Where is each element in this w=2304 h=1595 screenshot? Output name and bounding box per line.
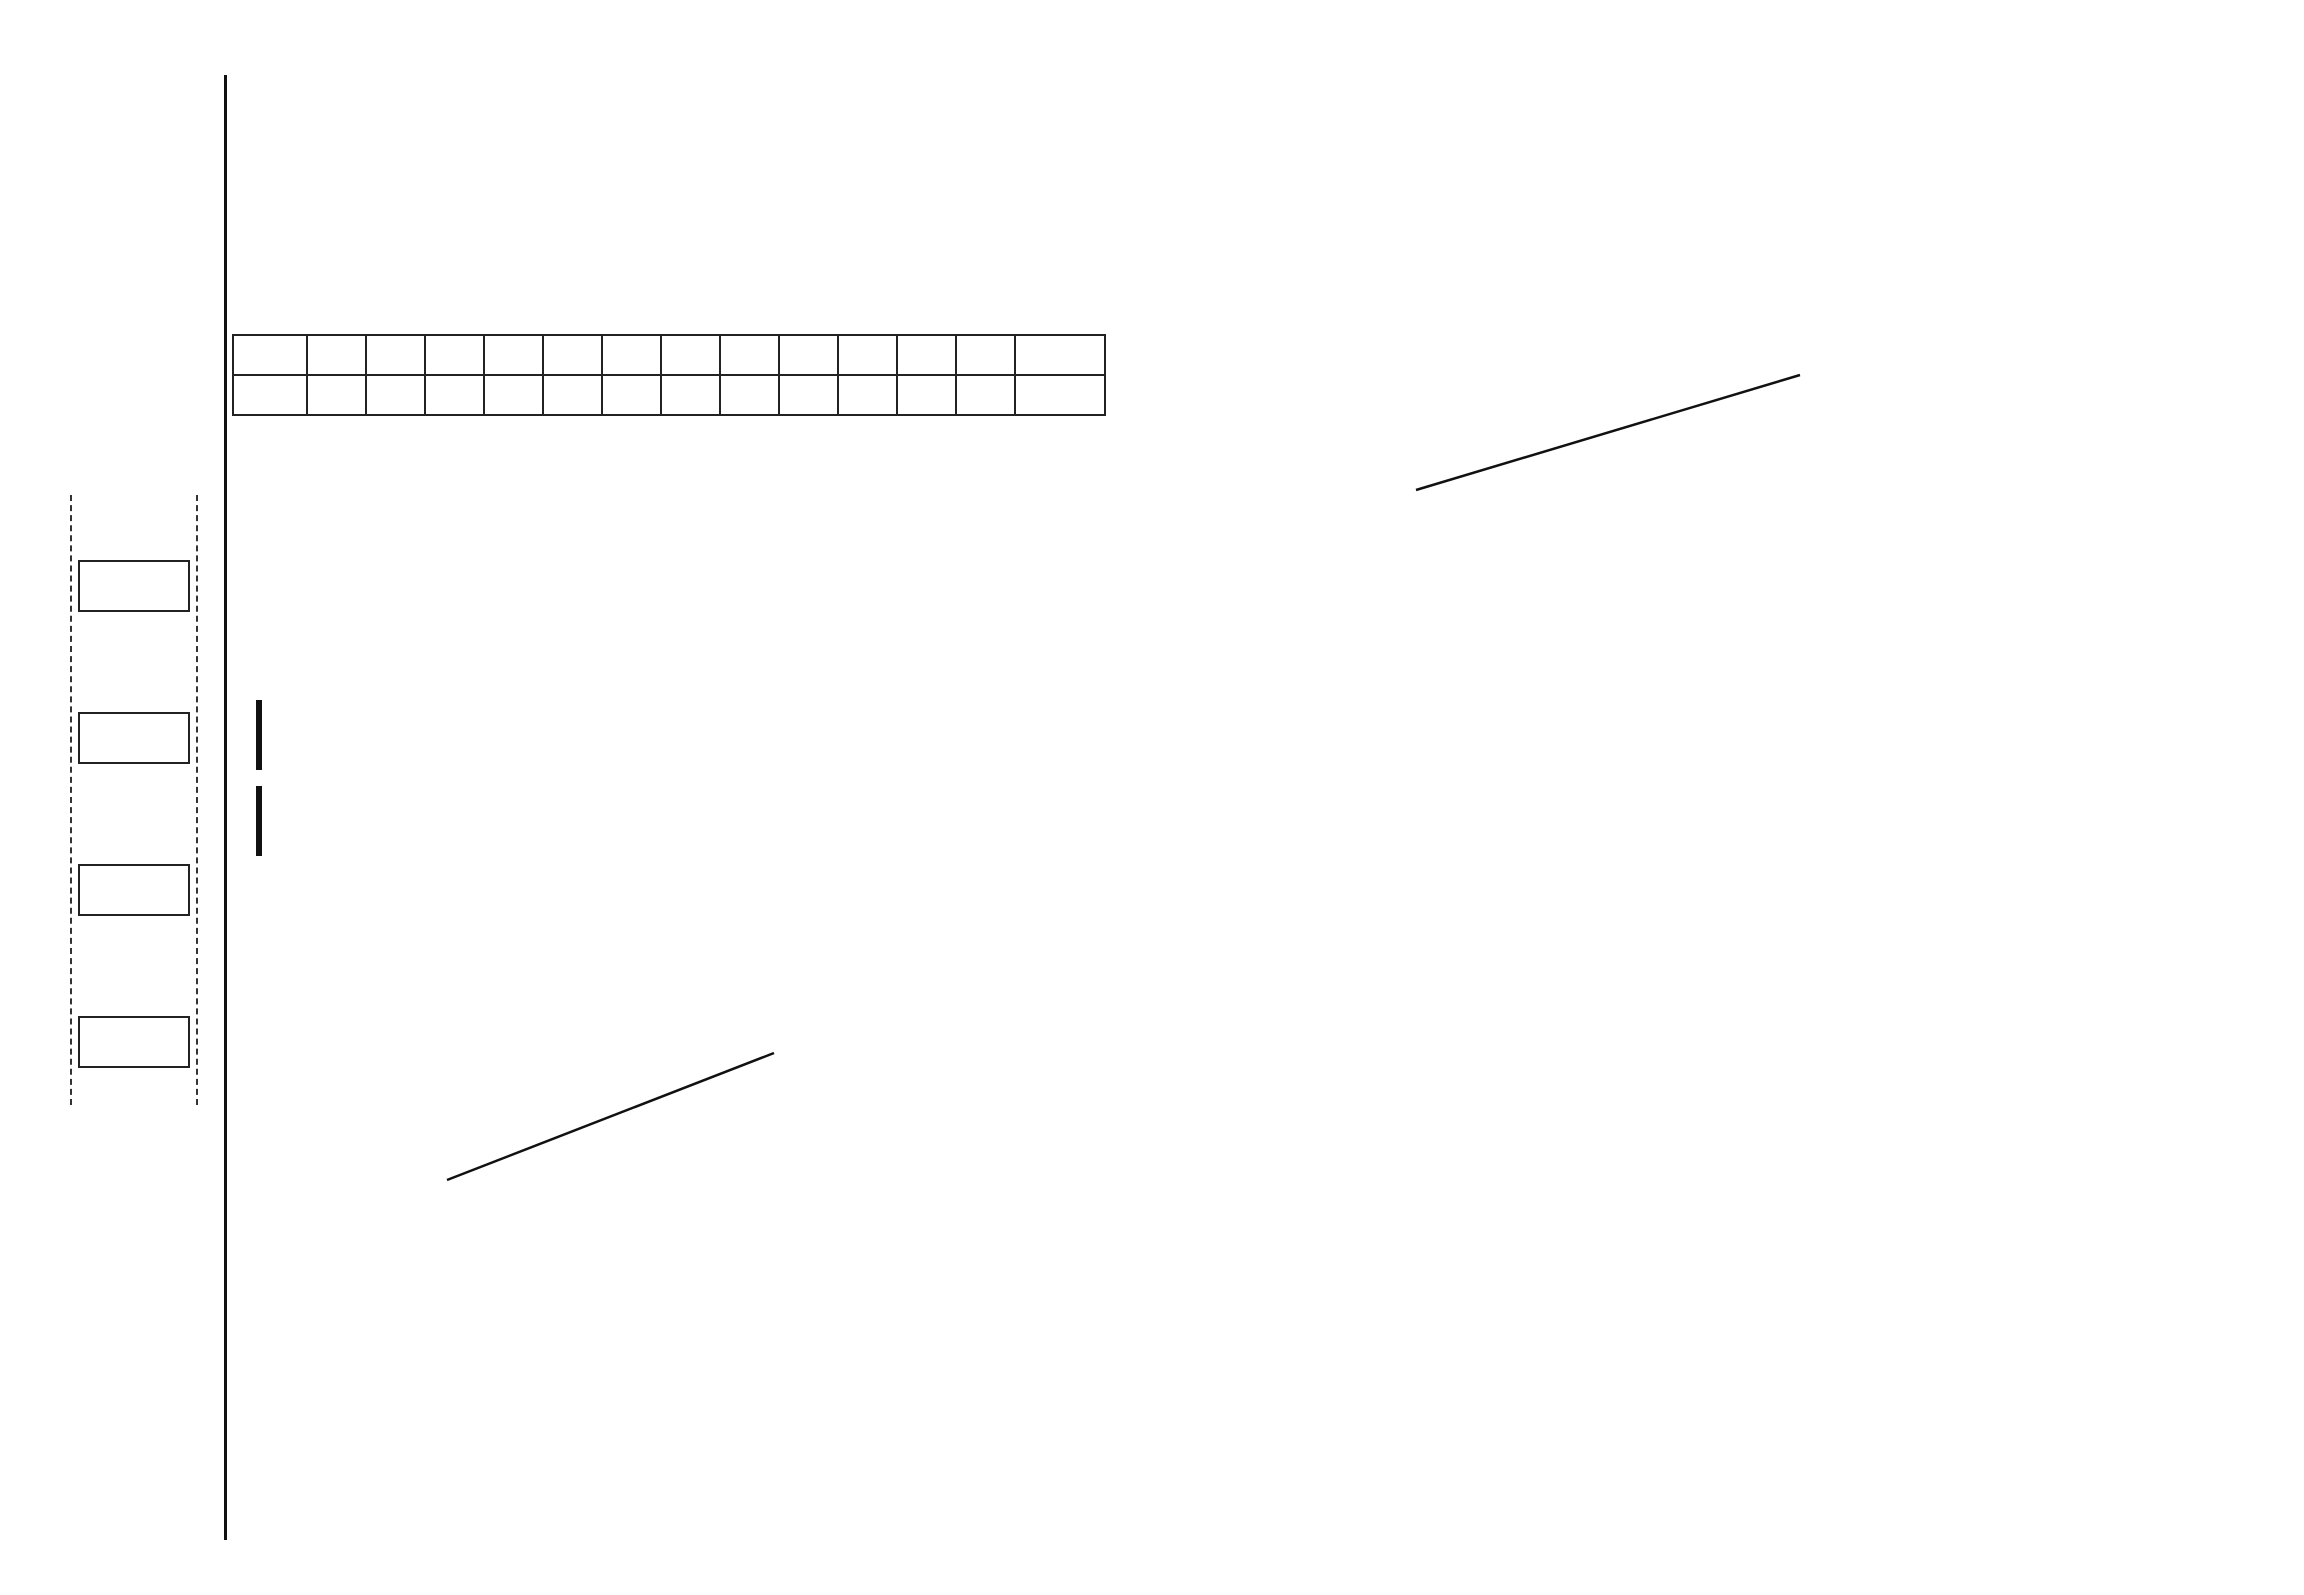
cut-line-left [70, 495, 72, 1105]
score-table-header-row [233, 335, 1105, 375]
score-col-11 [897, 335, 956, 375]
score-table-score-row [233, 375, 1105, 415]
score-cell[interactable] [602, 375, 661, 415]
score-cell[interactable] [543, 375, 602, 415]
q5-split-area [1310, 600, 2010, 900]
binding-line [224, 75, 227, 1540]
score-col-9 [779, 335, 838, 375]
writing-grid-1 [256, 700, 262, 770]
match-line-M-m [447, 1053, 774, 1180]
score-col-8 [720, 335, 779, 375]
score-header-label [233, 335, 307, 375]
pinyin-row-1 [288, 1252, 1068, 1367]
score-col-7 [661, 335, 720, 375]
score-cell[interactable] [484, 375, 543, 415]
pinyin-row-2 [288, 1378, 1068, 1498]
score-col-1 [307, 335, 366, 375]
school-field[interactable] [78, 560, 190, 612]
score-table [232, 334, 1106, 416]
score-cell[interactable] [720, 375, 779, 415]
score-cell[interactable] [307, 375, 366, 415]
class-field[interactable] [78, 712, 190, 764]
score-cell[interactable] [366, 375, 425, 415]
score-cell[interactable] [779, 375, 838, 415]
score-col-5 [543, 335, 602, 375]
score-col-10 [838, 335, 897, 375]
name-field[interactable] [78, 1016, 190, 1068]
score-row-label [233, 375, 307, 415]
score-col-total [1015, 335, 1105, 375]
score-cell[interactable] [838, 375, 897, 415]
score-cell[interactable] [956, 375, 1015, 415]
exam-number-field[interactable] [78, 864, 190, 916]
score-col-12 [956, 335, 1015, 375]
score-cell[interactable] [661, 375, 720, 415]
match-line-yu [1416, 375, 1800, 490]
score-cell[interactable] [425, 375, 484, 415]
score-cell-total[interactable] [1015, 375, 1105, 415]
writing-grid-2 [256, 786, 262, 856]
score-col-3 [425, 335, 484, 375]
cut-line-right [196, 495, 198, 1105]
score-col-2 [366, 335, 425, 375]
score-col-4 [484, 335, 543, 375]
score-col-6 [602, 335, 661, 375]
score-cell[interactable] [897, 375, 956, 415]
